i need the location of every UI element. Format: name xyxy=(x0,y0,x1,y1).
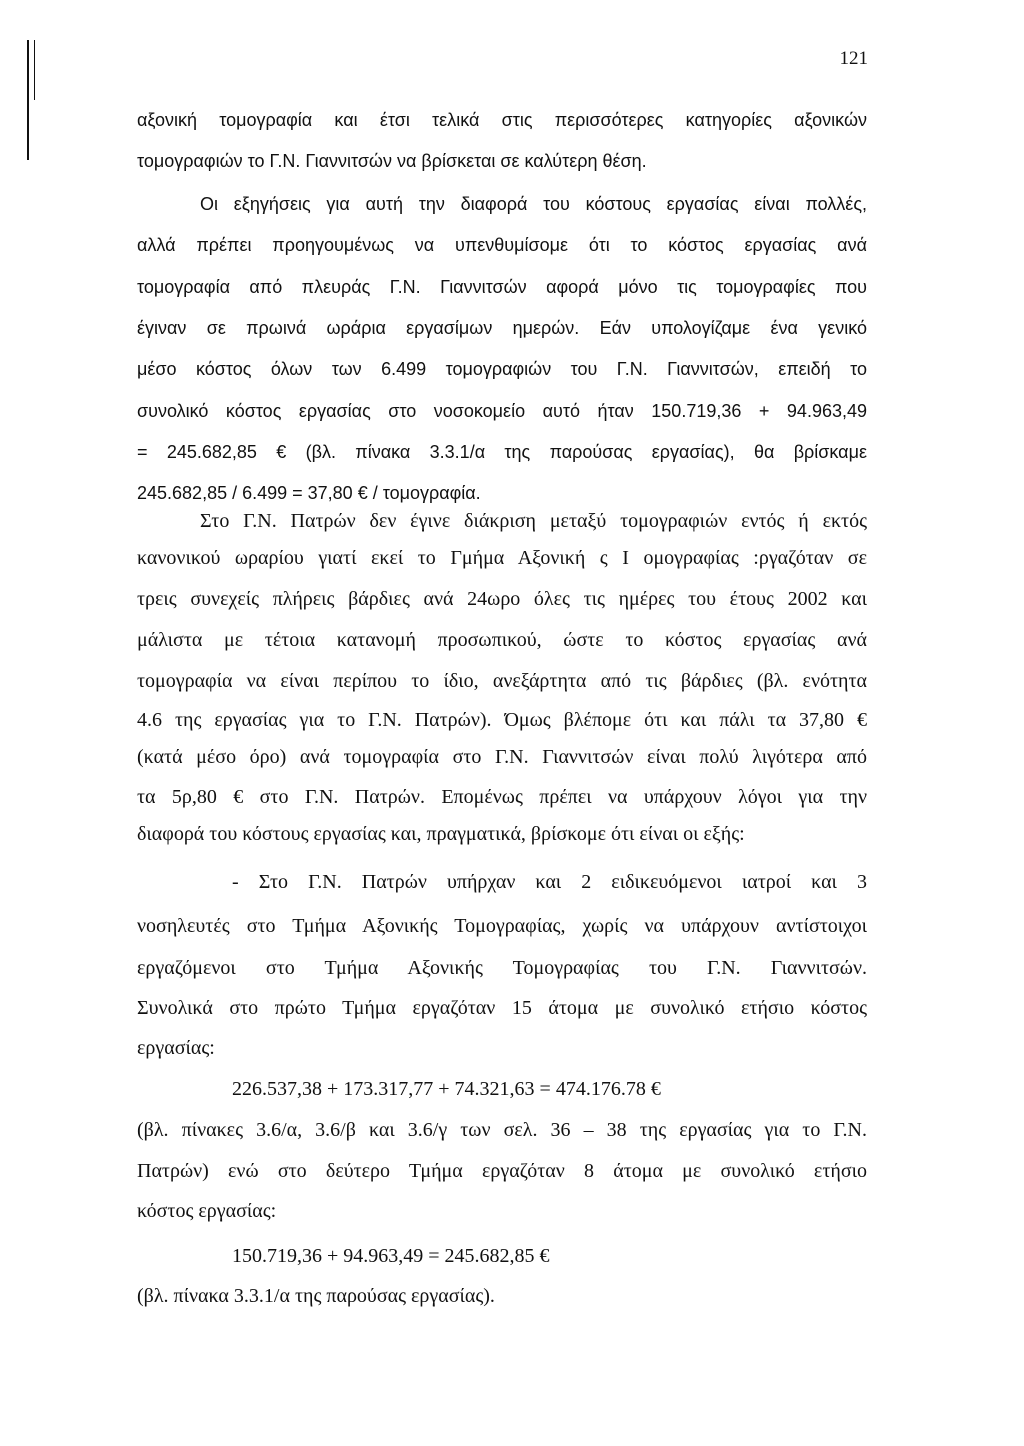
text-line: (βλ. πίνακα 3.3.1/α της παρούσας εργασίας). xyxy=(137,1285,495,1307)
text-line: (κατά μέσο όρο) ανά τομογραφία στο Γ.Ν. Γιαννιτσών είναι πολύ λιγότερα από xyxy=(137,746,867,768)
text-line: αλλά πρέπει προηγουμένως να υπενθυμίσομε ότι το κόστος εργασίας ανά xyxy=(137,235,867,255)
text-line: διαφορά του κόστους εργασίας και, πραγματικά, βρίσκομε ότι είναι οι εξής: xyxy=(137,823,745,845)
text-line: - Στο Γ.Ν. Πατρών υπήρχαν και 2 ειδικευόμενοι ιατροί και 3 xyxy=(232,871,867,893)
text-line: 245.682,85 / 6.499 = 37,80 € / τομογραφία. xyxy=(137,483,481,503)
equation-line: 150.719,36 + 94.963,49 = 245.682,85 € xyxy=(232,1245,550,1267)
text-line: τομογραφία να είναι περίπου το ίδιο, ανεξάρτητα από τις βάρδιες (βλ. ενότητα xyxy=(137,670,867,692)
text-line: αξονική τομογραφία και έτσι τελικά στις περισσότερες κατηγορίες αξονικών xyxy=(137,110,867,130)
text-line: (βλ. πίνακες 3.6/α, 3.6/β και 3.6/γ των σελ. 36 – 38 της εργασίας για το Γ.Ν. xyxy=(137,1119,867,1141)
text-line: Πατρών) ενώ στο δεύτερο Τμήμα εργαζόταν 8 άτομα με συνολικό ετήσιο xyxy=(137,1160,867,1182)
scan-edge-mark xyxy=(34,40,35,100)
text-line: Συνολικά στο πρώτο Τμήμα εργαζόταν 15 άτομα με συνολικό ετήσιο κόστος xyxy=(137,997,867,1019)
text-line: τομογραφιών το Γ.Ν. Γιαννιτσών να βρίσκεται σε καλύτερη θέση. xyxy=(137,151,647,171)
text-line: εργασίας: xyxy=(137,1037,215,1059)
text-line: κόστος εργασίας: xyxy=(137,1200,277,1222)
text-line: τρεις συνεχείς πλήρεις βάρδιες ανά 24ωρο όλες τις ημέρες του έτους 2002 και xyxy=(137,588,867,610)
equation-line: 226.537,38 + 173.317,77 + 74.321,63 = 474.176.78 € xyxy=(232,1078,661,1100)
text-line: = 245.682,85 € (βλ. πίνακα 3.3.1/α της παρούσας εργασίας), θα βρίσκαμε xyxy=(137,442,867,462)
page-number: 121 xyxy=(839,48,868,69)
text-line: τα 5ρ,80 € στο Γ.Ν. Πατρών. Επομένως πρέπει να υπάρχουν λόγοι για την xyxy=(137,786,867,808)
text-line: 4.6 της εργασίας για το Γ.Ν. Πατρών). Όμως βλέπομε ότι και πάλι τα 37,80 € xyxy=(137,709,867,731)
text-line: συνολικό κόστος εργασίας στο νοσοκομείο αυτό ήταν 150.719,36 + 94.963,49 xyxy=(137,401,867,421)
text-line: τομογραφία από πλευράς Γ.Ν. Γιαννιτσών αφορά μόνο τις τομογραφίες που xyxy=(137,277,867,297)
text-line: εργαζόμενοι στο Τμήμα Αξονικής Τομογραφίας του Γ.Ν. Γιαννιτσών. xyxy=(137,957,867,979)
text-line: μάλιστα με τέτοια κατανομή προσωπικού, ώστε το κόστος εργασίας ανά xyxy=(137,629,867,651)
text-line: κανονικού ωραρίου γιατί εκεί το Γμήμα Αξονική ς Ι ομογραφίας :ργαζόταν σε xyxy=(137,547,867,569)
text-line: νοσηλευτές στο Τμήμα Αξονικής Τομογραφίας, χωρίς να υπάρχουν αντίστοιχοι xyxy=(137,915,867,937)
text-line: Οι εξηγήσεις για αυτή την διαφορά του κόστους εργασίας είναι πολλές, xyxy=(200,194,867,214)
text-line: μέσο κόστος όλων των 6.499 τομογραφιών του Γ.Ν. Γιαννιτσών, επειδή το xyxy=(137,359,867,379)
text-line: Στο Γ.Ν. Πατρών δεν έγινε διάκριση μεταξύ τομογραφιών εντός ή εκτός xyxy=(200,510,867,532)
scan-edge-mark xyxy=(27,40,29,160)
text-line: έγιναν σε πρωινά ωράρια εργασίμων ημερών. Εάν υπολογίζαμε ένα γενικό xyxy=(137,318,867,338)
